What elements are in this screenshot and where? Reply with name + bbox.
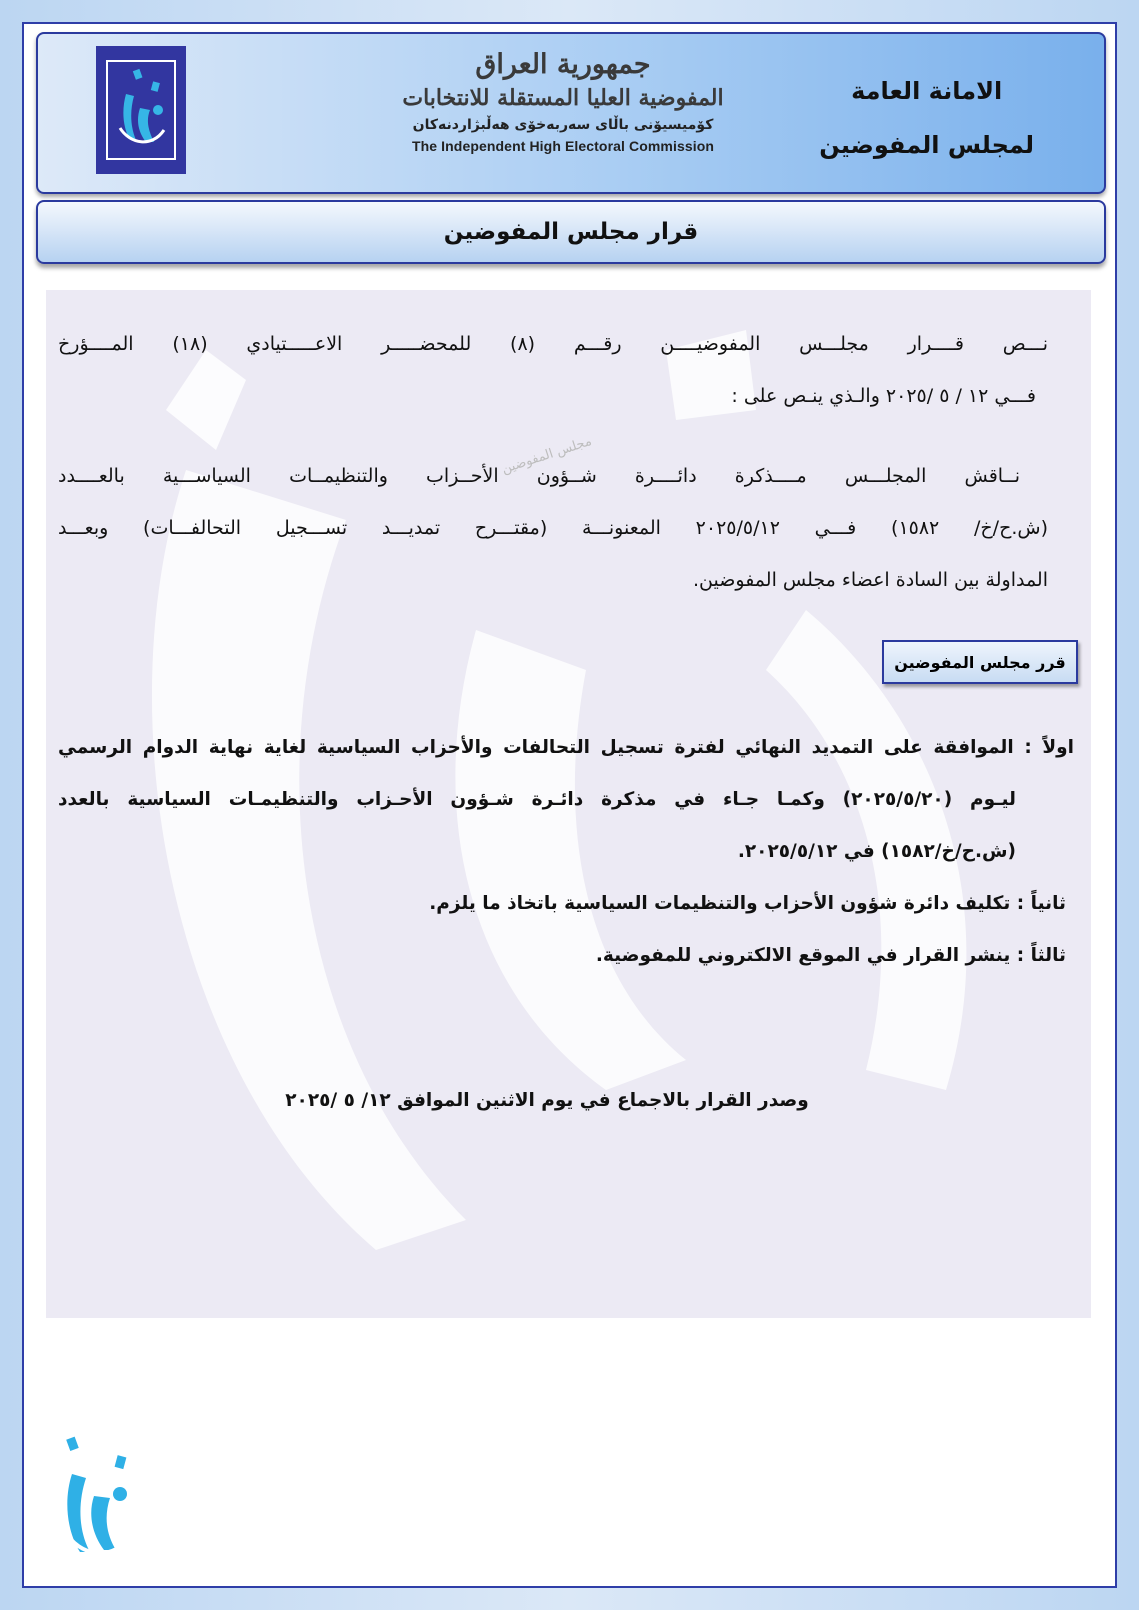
header-banner [36, 32, 1106, 194]
commission-name-block [398, 48, 728, 156]
discussion-line-1: نــاقش المجلـــس مــــذكرة دائــــرة شــؤون الأحــزاب والتنظيمــات السياســـية بالعــــدد [58, 465, 1020, 487]
intro-line-1: نـــص قــــرار مجلـــس المفوضيــــن رقـــم (٨) للمحضـــــر الاعـــــتيادي (١٨) المــــؤرخ [58, 333, 1048, 355]
org-name-kurdish: كۆمیسیۆنی باڵای سەربەخۆی هەڵبژاردنەکان [412, 117, 714, 133]
org-name-english: The Independent High Electoral Commission [411, 138, 715, 154]
discussion-line-3: المداولة بين السادة اعضاء مجلس المفوضين. [693, 569, 1048, 591]
voter-figure-icon [112, 68, 170, 152]
decision-first-line2: ليـوم (٢٠٢٥/٥/٢٠) وكمـا جـاء في مذكرة دائـرة شـؤون الأحـزاب والتنظيمـات السياسية بالعدد [58, 789, 1016, 810]
org-name-line1: جمهورية العراق [475, 49, 651, 80]
org-name-line2: المفوضية العليا المستقلة للانتخابات [402, 85, 724, 111]
secretariat-line1: الامانة العامة [851, 77, 1003, 105]
intro-line-2: فـــي ١٢ / ٥ /٢٠٢٥ والـذي ينـص على : [731, 385, 1036, 407]
corner-voter-logo-icon [58, 1434, 138, 1564]
decision-label: قرر مجلس المفوضين [894, 652, 1066, 672]
discussion-line-2: (ش.ح/خ/ ١٥٨٢) فـــي ٢٠٢٥/٥/١٢ المعنونـــة (مقتـــرح تمديـــد تســـجيل التحالفـــات) وبعـــد [58, 517, 1048, 539]
decision-second: ثانياً : تكليف دائرة شؤون الأحزاب والتنظيمات السياسية باتخاذ ما يلزم. [429, 893, 1066, 914]
commission-logo [96, 46, 186, 174]
decision-label-box [882, 640, 1078, 684]
watermark-stamp: مجلس المفوضين [499, 433, 594, 478]
decision-text [58, 318, 1048, 606]
document-title: قرار مجلس المفوضين [443, 219, 699, 245]
decision-first-line3: (ش.ح/خ/١٥٨٢) في ٢٠٢٥/٥/١٢. [737, 841, 1016, 862]
document-title-bar [36, 200, 1106, 264]
secretariat-label [819, 64, 1034, 172]
secretariat-line2: لمجلس المفوضين [819, 131, 1034, 159]
decision-first-line1: اولاً : الموافقة على التمديد النهائي لفترة تسجيل التحالفات والأحزاب السياسية لغاية نهاية الدوام الرسمي [58, 737, 1074, 758]
intro-paragraph [58, 318, 1048, 422]
decisions-list [58, 722, 1074, 982]
decision-third: ثالثاً : ينشر القرار في الموقع الالكتروني للمفوضية. [595, 945, 1066, 966]
issuance-statement: وصدر القرار بالاجماع في يوم الاثنين الموافق ١٢/ ٥ /٢٠٢٥ [285, 1090, 809, 1111]
discussion-paragraph [58, 450, 1048, 606]
